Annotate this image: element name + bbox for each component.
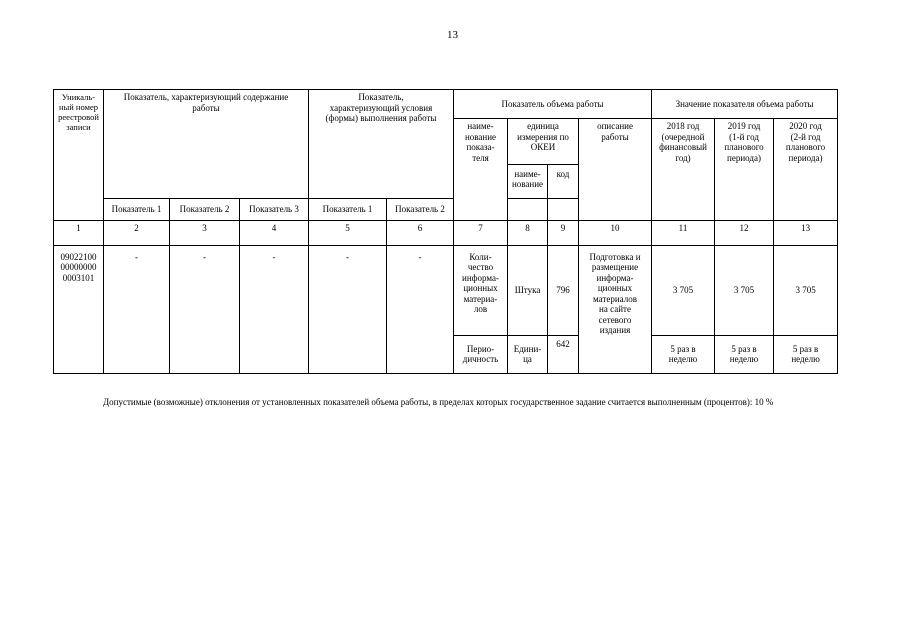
row1-unit-name: Штука [508,245,548,335]
row1-value-2018: 3 705 [652,245,715,335]
record-work-description: Подготовка и размещение информа- ционных материалов на сайте сетевого издания [579,245,652,373]
record-condition-indicator-2: - [387,245,454,373]
row1-indicator-name: Коли- чество информа- ционных материа- лов [454,245,508,335]
column-number: 2 [104,220,170,245]
row2-value-2018: 5 раз в неделю [652,335,715,373]
unit-code-header: код [548,164,579,220]
record-content-indicator-1: - [104,245,170,373]
row1-unit-code: 796 [548,245,579,335]
volume-value-header: Значение показателя объема работы [652,90,838,119]
row2-unit-code: 642 [548,335,579,373]
column-number: 11 [652,220,715,245]
work-volume-table-body [53,89,838,374]
indicator-name-header: наиме- нование показа- теля [454,119,508,221]
condition-indicator-1: Показатель 1 [309,199,387,221]
row2-indicator-name: Перио- дичность [454,335,508,373]
condition-indicators-header: Показатель, характеризующий условия (формы) выполнения работы [309,90,454,199]
unique-number-header: Уникаль- ный номер реестровой записи [54,90,104,221]
record-content-indicator-3: - [240,245,309,373]
column-number: 13 [774,220,838,245]
row2-unit-name: Едини- ца [508,335,548,373]
content-indicators-header: Показатель, характеризующий содержание работы [104,90,309,199]
content-indicator-2: Показатель 2 [170,199,240,221]
unit-name-header: наиме- нование [508,164,548,220]
column-number: 12 [715,220,774,245]
tolerance-note-text: Допустимые (возможные) отклонения от установленных показателей объема работы, в пределах которых государственное задание считается выполненным (процентов): 10 % [103,397,774,407]
row2-value-2019: 5 раз в неделю [715,335,774,373]
year-2020-header: 2020 год (2-й год планового периода) [774,119,838,221]
row1-value-2020: 3 705 [774,245,838,335]
record-unique-number: 09022100 00000000 0003101 [54,245,104,373]
tolerance-note [53,397,837,408]
page-number: 13 [447,29,458,41]
year-2019-header: 2019 год (1-й год планового периода) [715,119,774,221]
volume-indicator-header: Показатель объема работы [454,90,652,119]
row1-value-2019: 3 705 [715,245,774,335]
column-number: 10 [579,220,652,245]
content-indicator-3: Показатель 3 [240,199,309,221]
row2-value-2020: 5 раз в неделю [774,335,838,373]
column-number: 1 [54,220,104,245]
column-number: 7 [454,220,508,245]
column-number: 5 [309,220,387,245]
column-number: 8 [508,220,548,245]
condition-indicator-2: Показатель 2 [387,199,454,221]
column-number: 3 [170,220,240,245]
column-number: 6 [387,220,454,245]
record-content-indicator-2: - [170,245,240,373]
column-number: 9 [548,220,579,245]
record-condition-indicator-1: - [309,245,387,373]
year-2018-header: 2018 год (очередной финансовый год) [652,119,715,221]
content-indicator-1: Показатель 1 [104,199,170,221]
unit-header: единица измерения по ОКЕИ [508,119,579,199]
column-number: 4 [240,220,309,245]
work-description-header: описание работы [579,119,652,221]
